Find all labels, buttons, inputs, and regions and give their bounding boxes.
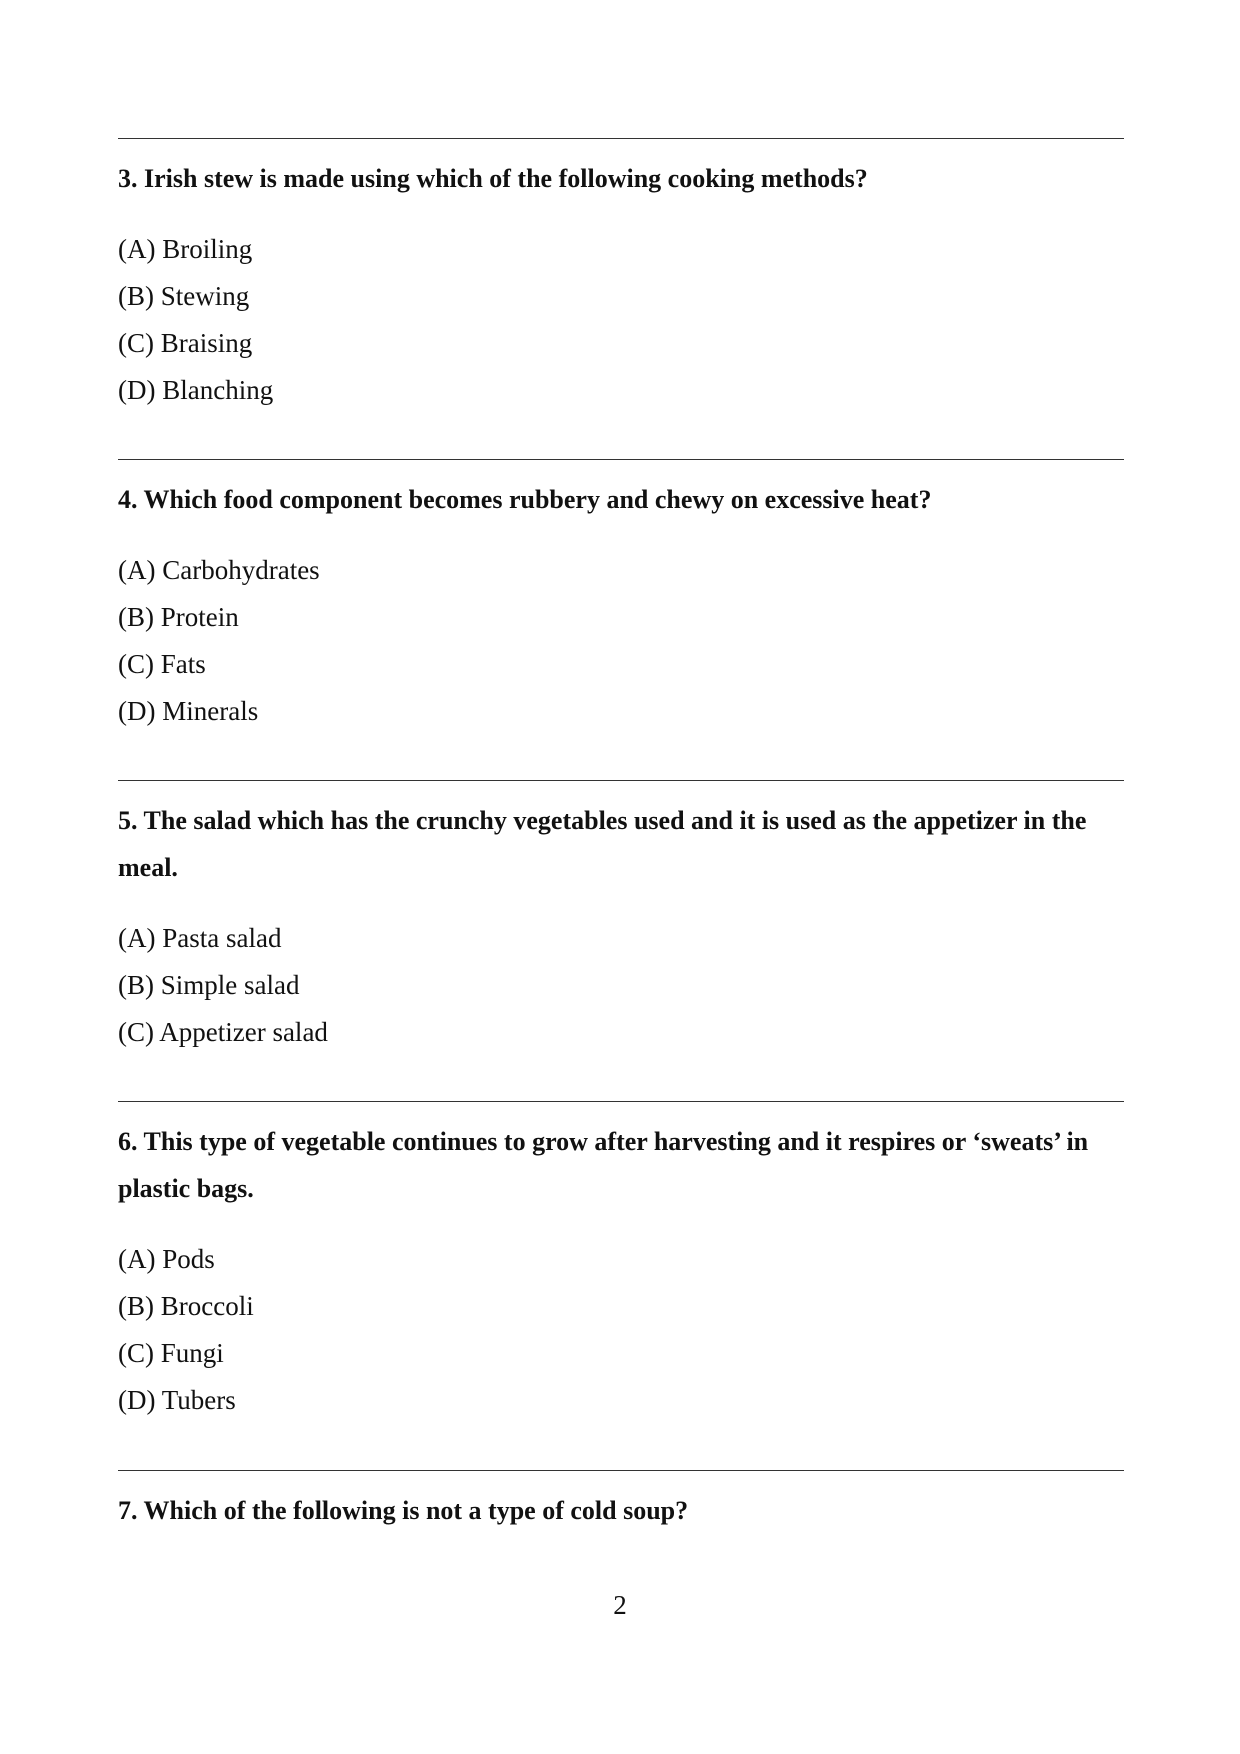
question-text: The salad which has the crunchy vegetables used and it is used as the appetizer in the meal. <box>118 806 1087 882</box>
option-a: (A) Carbohydrates <box>118 555 320 585</box>
question-divider <box>118 780 1124 781</box>
question-6-prompt <box>118 1118 1128 1212</box>
option-a: (A) Pods <box>118 1244 215 1274</box>
question-text: Irish stew is made using which of the following cooking methods? <box>144 164 868 193</box>
question-divider <box>118 138 1124 139</box>
question-text: Which food component becomes rubbery and chewy on excessive heat? <box>143 485 932 514</box>
question-number: 4. <box>118 485 138 514</box>
question-6-options <box>118 1236 254 1424</box>
question-divider <box>118 1101 1124 1102</box>
option-b: (B) Protein <box>118 602 239 632</box>
question-number: 6. <box>118 1127 138 1156</box>
question-5-options <box>118 915 328 1056</box>
question-5-prompt <box>118 797 1128 891</box>
question-number: 7. <box>118 1496 138 1525</box>
question-3-options <box>118 226 273 414</box>
option-a: (A) Broiling <box>118 234 253 264</box>
option-b: (B) Simple salad <box>118 970 300 1000</box>
page-number: 2 <box>613 1590 627 1620</box>
question-number: 5. <box>118 806 138 835</box>
question-number: 3. <box>118 164 138 193</box>
question-3-prompt <box>118 155 1128 202</box>
question-text: Which of the following is not a type of cold soup? <box>143 1496 689 1525</box>
option-c: (C) Fungi <box>118 1338 224 1368</box>
option-c: (C) Appetizer salad <box>118 1017 328 1047</box>
option-b: (B) Stewing <box>118 281 250 311</box>
option-c: (C) Braising <box>118 328 253 358</box>
question-text: This type of vegetable continues to grow after harvesting and it respires or ‘sweats’ in plastic bags. <box>118 1127 1089 1203</box>
option-d: (D) Blanching <box>118 375 274 405</box>
option-b: (B) Broccoli <box>118 1291 254 1321</box>
option-c: (C) Fats <box>118 649 206 679</box>
question-7-prompt <box>118 1487 1128 1534</box>
question-divider <box>118 459 1124 460</box>
question-divider <box>118 1470 1124 1471</box>
question-4-options <box>118 547 320 735</box>
option-d: (D) Minerals <box>118 696 259 726</box>
option-a: (A) Pasta salad <box>118 923 282 953</box>
option-d: (D) Tubers <box>118 1385 236 1415</box>
question-4-prompt <box>118 476 1128 523</box>
